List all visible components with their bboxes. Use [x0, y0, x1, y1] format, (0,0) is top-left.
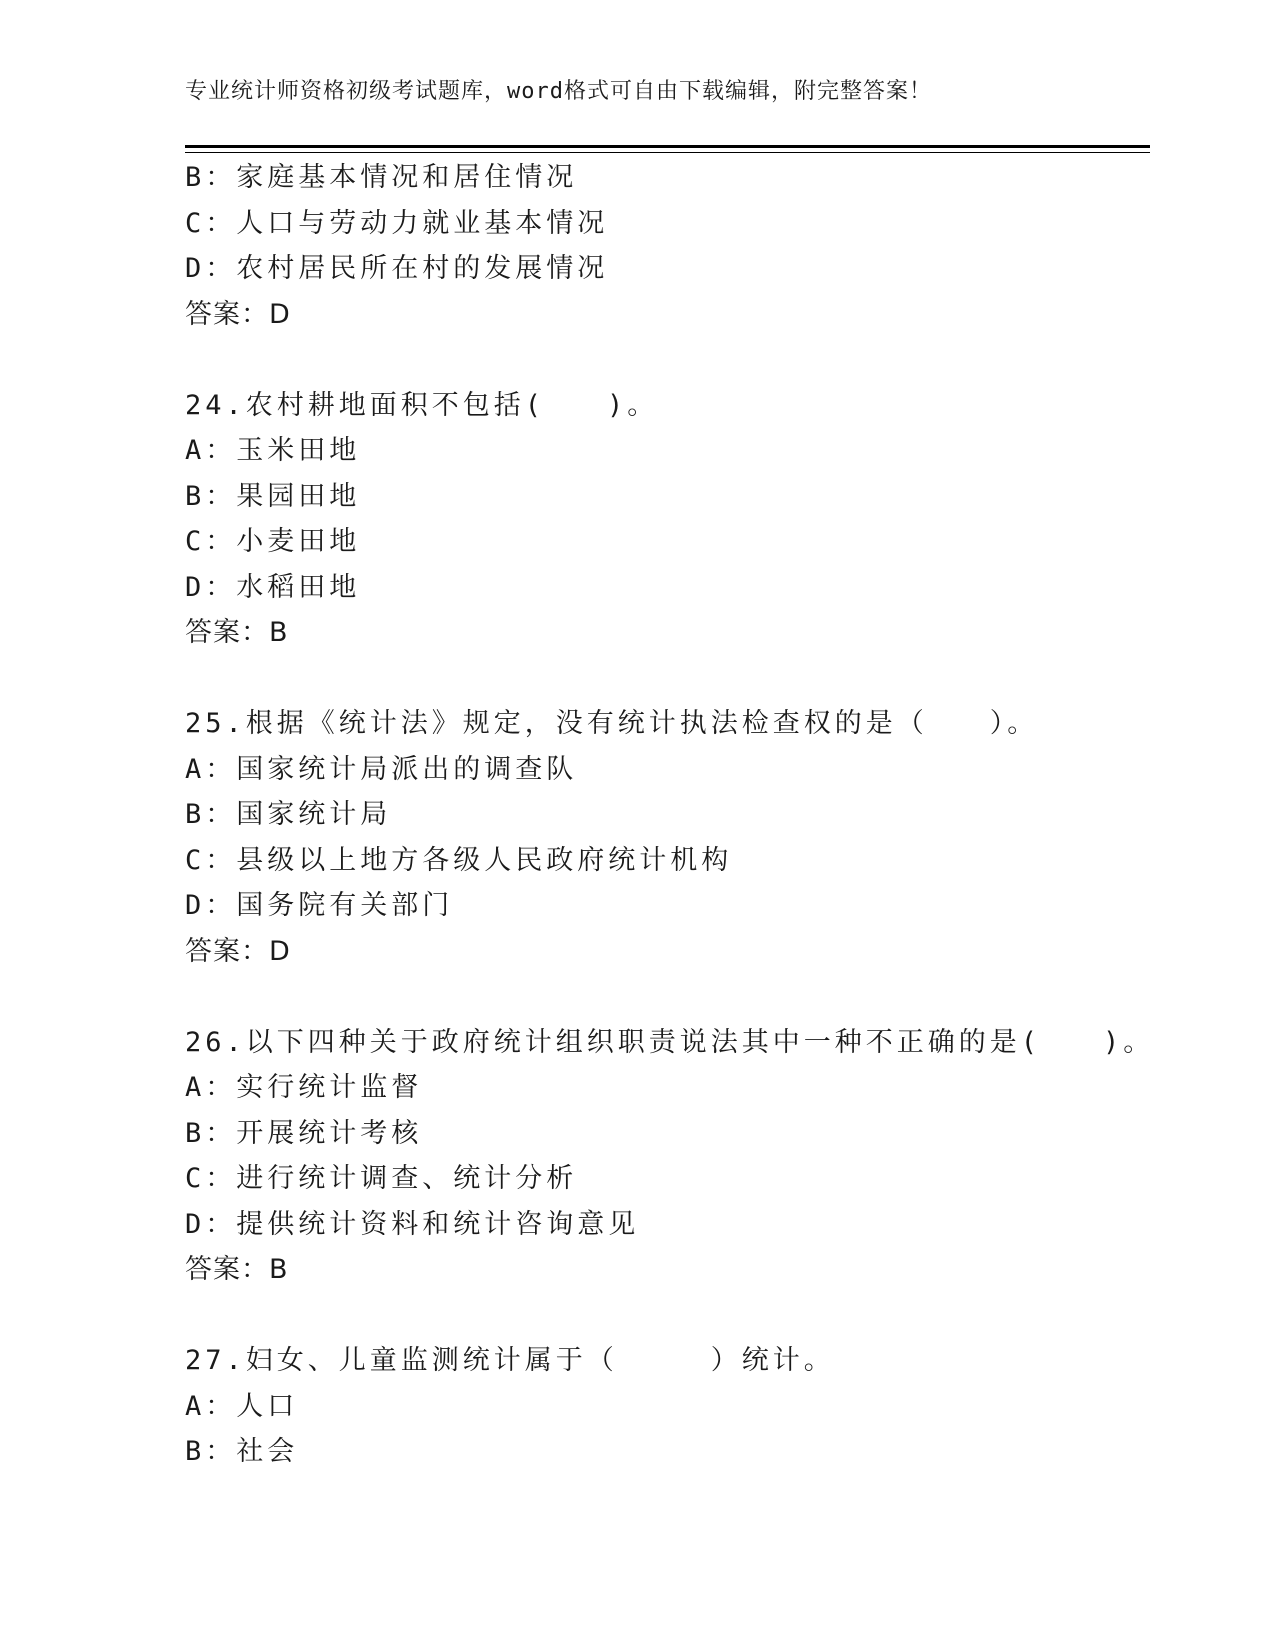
question-stem: 24.农村耕地面积不包括( )。	[185, 389, 659, 421]
header-rule-thick	[185, 145, 1150, 148]
option-line: A：实行统计监督	[185, 1072, 423, 1103]
option-line: C：小麦田地	[185, 526, 361, 557]
option-line: B：社会	[185, 1436, 299, 1467]
answer-line: 答案：D	[185, 935, 291, 967]
option-line: B：开展统计考核	[185, 1117, 423, 1149]
question-stem: 26.以下四种关于政府统计组织职责说法其中一种不正确的是( )。	[185, 1026, 1155, 1058]
spacer	[185, 337, 1145, 383]
spacer	[185, 656, 1145, 702]
option-line: A：玉米田地	[185, 435, 361, 466]
spacer	[185, 1293, 1145, 1339]
option-line: B：果园田地	[185, 480, 361, 512]
option-line: D：国务院有关部门	[185, 890, 454, 921]
option-line: B：家庭基本情况和居住情况	[185, 162, 578, 193]
option-line: D：农村居民所在村的发展情况	[185, 253, 609, 284]
option-line: C：进行统计调查、统计分析	[185, 1163, 578, 1194]
option-line: D：提供统计资料和统计咨询意见	[185, 1208, 640, 1240]
page-header: 专业统计师资格初级考试题库，word格式可自由下载编辑，附完整答案！	[185, 79, 932, 104]
spacer	[185, 974, 1145, 1020]
question-stem: 27.妇女、儿童监测统计属于（ ）统计。	[185, 1345, 835, 1376]
option-line: D：水稻田地	[185, 571, 361, 603]
answer-line: 答案：D	[185, 298, 291, 330]
option-line: C：人口与劳动力就业基本情况	[185, 207, 609, 239]
option-line: B：国家统计局	[185, 799, 392, 830]
question-stem: 25.根据《统计法》规定，没有统计执法检查权的是（ ）。	[185, 708, 1039, 739]
option-line: A：国家统计局派出的调查队	[185, 753, 578, 785]
document-body	[185, 155, 1155, 1475]
option-line: A：人口	[185, 1390, 299, 1422]
answer-line: 答案：B	[185, 617, 289, 648]
header-rule-thin	[185, 152, 1150, 153]
option-line: C：县级以上地方各级人民政府统计机构	[185, 844, 733, 876]
answer-line: 答案：B	[185, 1254, 289, 1285]
